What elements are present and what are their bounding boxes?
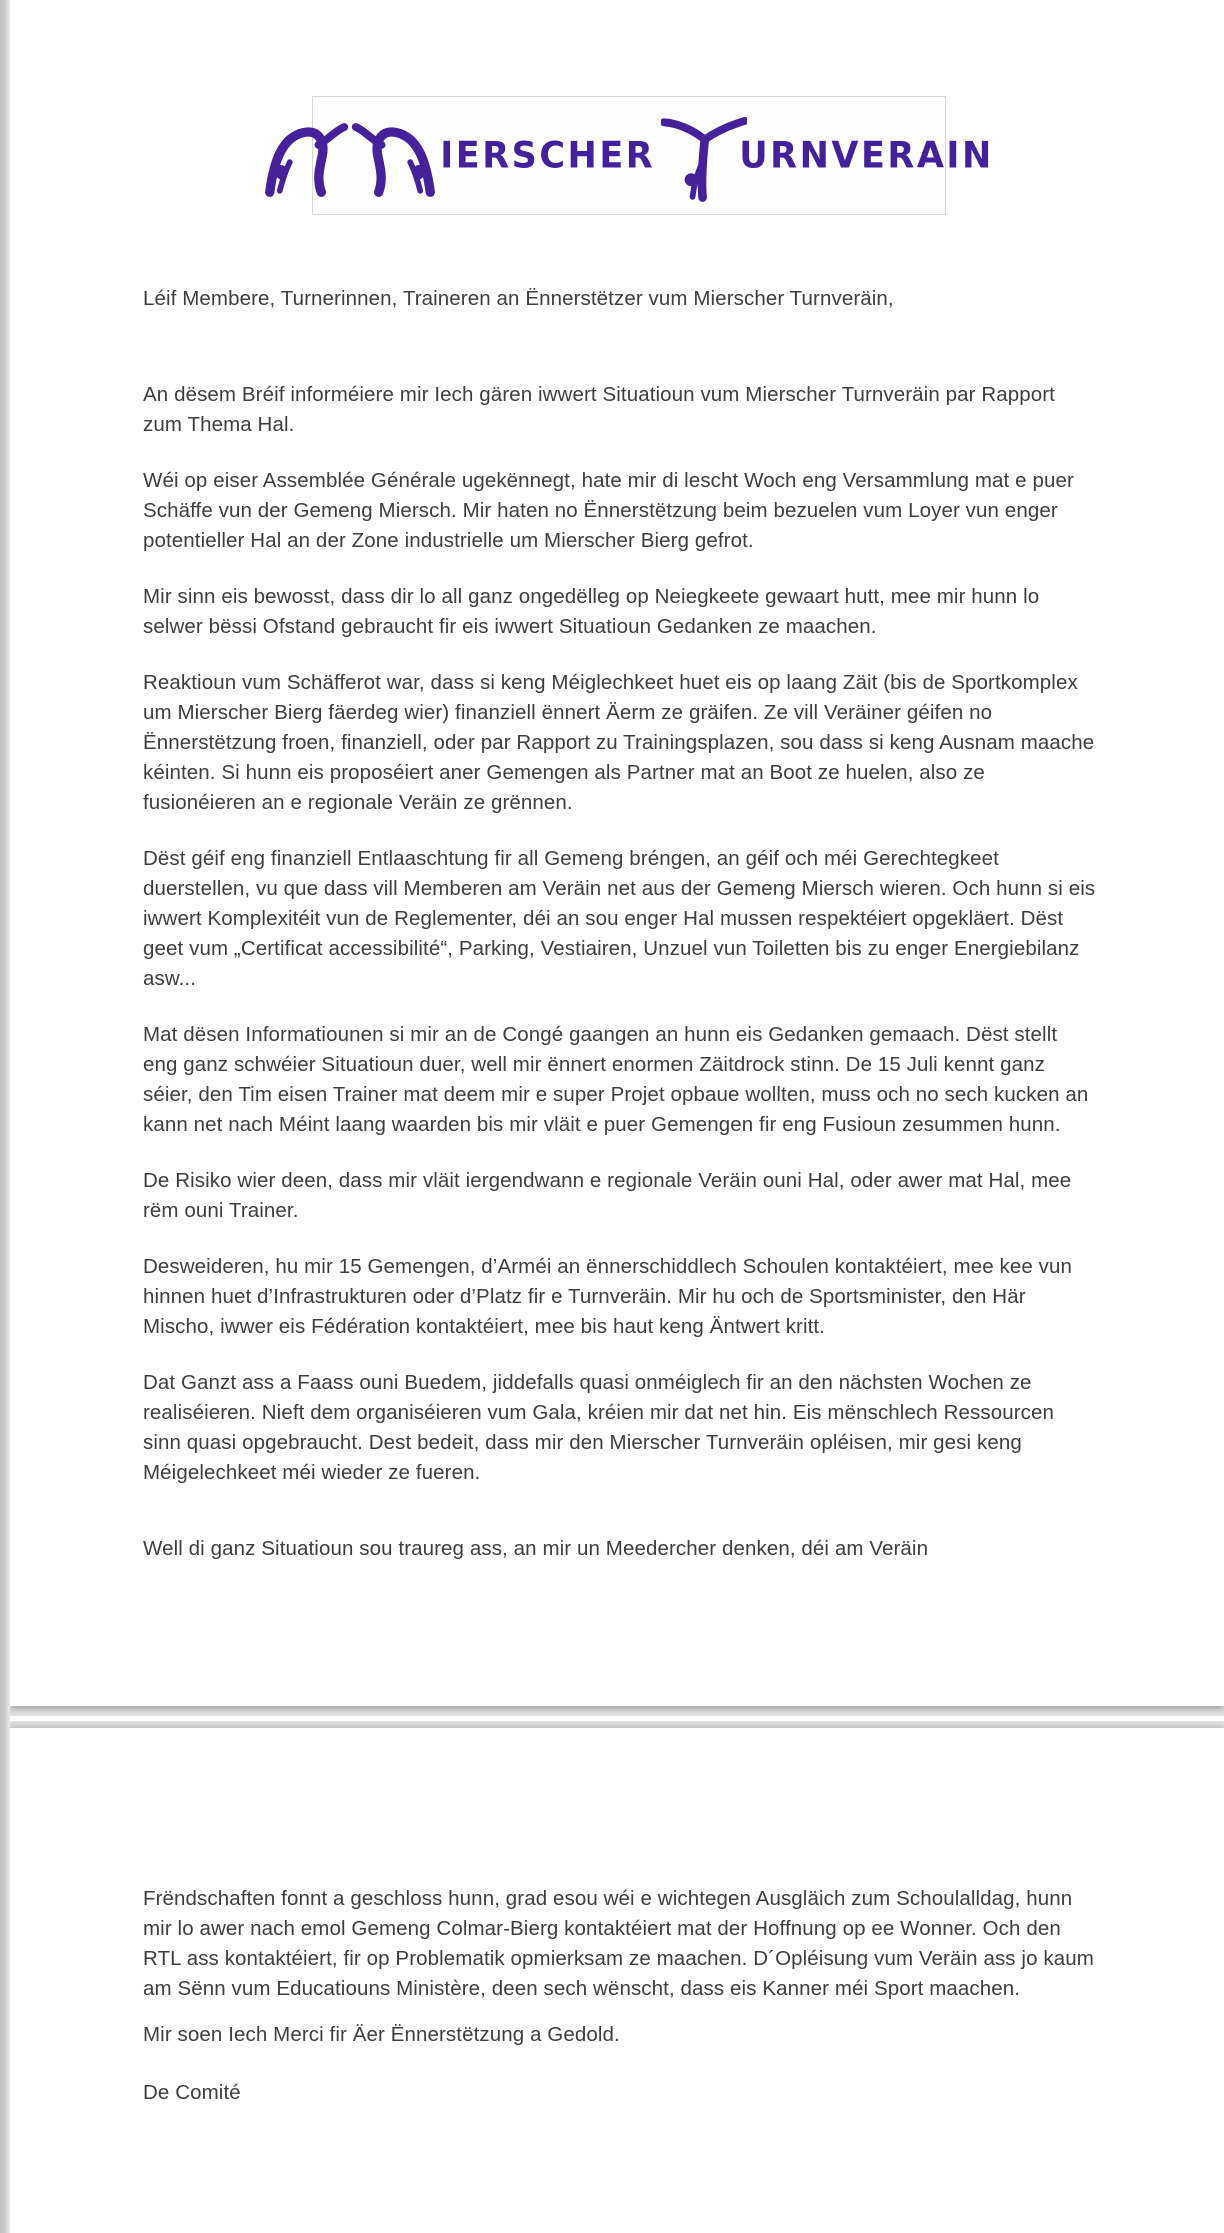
paragraph-assemblee: Wéi op eiser Assemblée Générale ugekënnegt, hate mir di lescht Woch eng Versammlung mat e puer Schäffe vun der Gemeng Miersch. Mir haten no Ënnerstëtzung beim bezuelen vum Loyer vun enger potentieller Hal an der Zone industrielle um Mierscher Bierg gefrot. bbox=[143, 469, 1074, 552]
paragraph-frendschaften: Frëndschaften fonnt a geschloss hunn, grad esou wéi e wichtegen Ausgläich zum Schoulalldag, hunn mir lo awer nach emol Gemeng Colmar-Bierg kontaktéiert mat der Hoffnung op ee Wonner. Och den RTL ass kontaktéiert, fir op Problematik opmierksam ze maachen. D´Opléisung vum Veräin ass jo kaum am Sënn vum Educatiouns Ministère, deen sech wënscht, dass eis Kanner méi Sport maachen. bbox=[143, 1887, 1094, 2000]
paragraph-traureg: Well di ganz Situatioun sou traureg ass, an mir un Meedercher denken, déi am Veräin bbox=[143, 1537, 929, 1560]
page-1 bbox=[10, 0, 1224, 1706]
logo-word-ierscher: IERSCHER bbox=[440, 134, 656, 177]
paragraph-conge: Mat dësen Informatiounen si mir an de Congé gaangen an hunn eis Gedanken gemaach. Dëst stellt eng ganz schwéier Situatioun duer, well mir ënnert enormen Zäitdrock stinn. De 15 Juli kennt ganz séier, den Tim eisen Trainer mat deem mir e super Projet opbaue wollten, muss och no sech kucken an kann net nach Méint laang waarden bis mir vläit e puer Gemengen fir eng Fusioun zesummen hunn. bbox=[143, 1023, 1089, 1136]
salutation: Léif Membere, Turnerinnen, Traineren an Ënnerstëtzer vum Mierscher Turnveräin, bbox=[143, 287, 894, 310]
closing-thanks: Mir soen Iech Merci fir Äer Ënnerstëtzung a Gedold. bbox=[143, 2023, 620, 2046]
paragraph-risiko: De Risiko wier deen, dass mir vläit iergendwann e regionale Veräin ouni Hal, oder awer mat Hal, mee rëm ouni Trainer. bbox=[143, 1169, 1072, 1222]
club-logo bbox=[312, 96, 994, 215]
page-2 bbox=[10, 1728, 1224, 2233]
gymnasts-m-icon bbox=[264, 108, 436, 212]
scan-left-edge bbox=[0, 0, 10, 2233]
page-gap bbox=[10, 1716, 1224, 1721]
logo-word-urnverain: URNVERAIN bbox=[739, 134, 994, 177]
paragraph-faass: Dat Ganzt ass a Faass ouni Buedem, jiddefalls quasi onméiglech fir an den nächsten Wochen ze realiséieren. Nieft dem organiséieren vum Gala, kréien mir dat net hin. Eis mënschlech Ressourcen sinn quasi opgebraucht. Dest bedeit, dass mir den Mierscher Turnveräin opléisen, mir gesi keng Méigelechkeet méi wieder ze fueren. bbox=[143, 1371, 1054, 1484]
paragraph-gemengen: Desweideren, hu mir 15 Gemengen, d’Arméi an ënnerschiddlech Schoulen kontaktéiert, mee kee vun hinnen huet d’Infrastrukturen oder d’Platz fir e Turnveräin. Mir hu och de Sportsminister, den Här Mischo, iwwer eis Fédération kontaktéiert, mee bis haut keng Äntwert kritt. bbox=[143, 1255, 1072, 1338]
gymnast-t-icon bbox=[661, 89, 747, 213]
paragraph-entlaaschtung: Dëst géif eng finanziell Entlaaschtung fir all Gemeng bréngen, an géif och méi Gerechtegkeet duerstellen, vu que dass vill Memberen am Veräin net aus der Gemeng Miersch wieren. Och hunn si eis iwwert Komplexitéit vun de Reglementer, déi an sou enger Hal mussen respektéiert opgekläert. Dëst geet vum „Certificat accessibilité“, Parking, Vestiairen, Unzuel vun Toiletten bis zu enger Energiebilanz asw... bbox=[143, 847, 1096, 990]
paragraph-reaktioun: Reaktioun vum Schäfferot war, dass si keng Méiglechkeet huet eis op laang Zäit (bis de Sportkomplex um Mierscher Bierg fäerdeg wier) finanziell ënnert Äerm ze gräifen. Ze vill Veräiner géifen no Ënnerstëtzung froen, finanziell, oder par Rapport zu Trainingsplazen, sou dass si keng Ausnam maache kéinten. Si hunn eis proposéiert aner Gemengen als Partner mat an Boot ze huelen, also ze fusionéieren an e regionale Veräin ze grënnen. bbox=[143, 671, 1095, 814]
signature: De Comité bbox=[143, 2081, 241, 2104]
paragraph-intro: An dësem Bréif informéiere mir Iech gären iwwert Situatioun vum Mierscher Turnveräin par Rapport zum Thema Hal. bbox=[143, 383, 1055, 436]
letter-body-page1 bbox=[143, 284, 1097, 1590]
paragraph-bewosst: Mir sinn eis bewosst, dass dir lo all ganz ongedëlleg op Neiegkeete gewaart hutt, mee mir hunn lo selwer bëssi Ofstand gebraucht fir eis iwwert Situatioun Gedanken ze maachen. bbox=[143, 585, 1040, 638]
letter-body-page2 bbox=[143, 1884, 1097, 2134]
